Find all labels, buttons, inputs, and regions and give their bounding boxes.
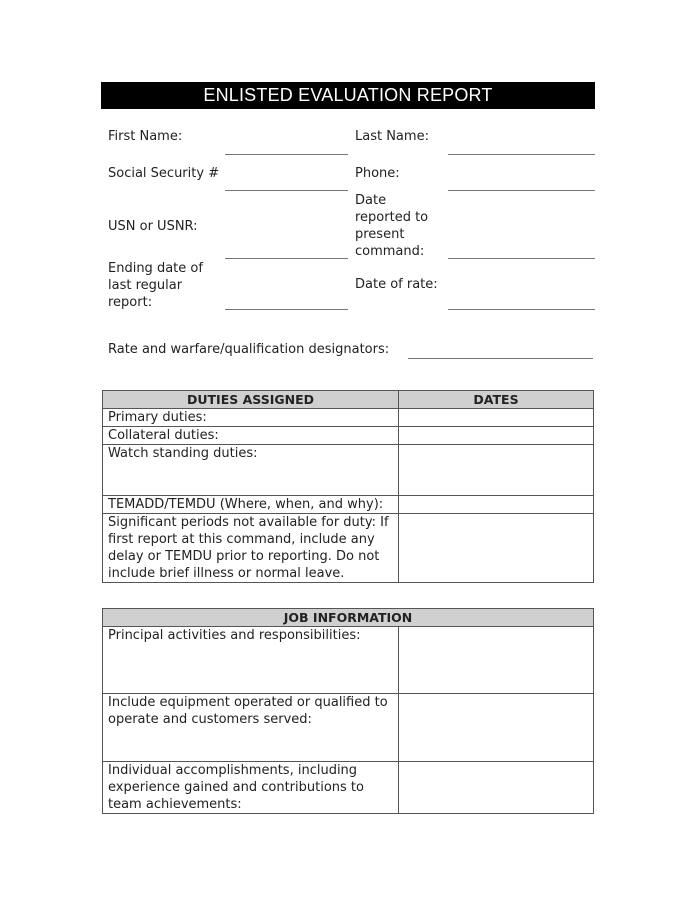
ending-date-field[interactable] bbox=[225, 309, 348, 310]
watch-standing-dates-cell[interactable] bbox=[399, 445, 594, 496]
duties-table bbox=[102, 390, 594, 583]
table-row bbox=[103, 427, 594, 445]
table-row bbox=[103, 627, 594, 694]
job-information-header: JOB INFORMATION bbox=[103, 609, 594, 627]
first-name-label: First Name: bbox=[108, 129, 183, 144]
date-of-rate-label: Date of rate: bbox=[355, 277, 438, 292]
individual-accomplishments-label: Individual accomplishments, including experience gained and contributions to team achievements: bbox=[103, 762, 399, 814]
ssn-label: Social Security # bbox=[108, 166, 220, 181]
date-reported-label: Date reported to present command: bbox=[355, 193, 429, 259]
watch-standing-duties-label: Watch standing duties: bbox=[103, 445, 399, 496]
table-row bbox=[103, 409, 594, 427]
significant-periods-label: Significant periods not available for duty: If first report at this command, include any delay or TEMDU prior to reporting. Do not include brief illness or normal leave. bbox=[103, 514, 399, 583]
dates-header: DATES bbox=[399, 391, 594, 409]
table-row bbox=[103, 445, 594, 496]
table-row bbox=[103, 694, 594, 762]
table-row bbox=[103, 496, 594, 514]
equipment-operated-cell[interactable] bbox=[399, 694, 594, 762]
temadd-dates-cell[interactable] bbox=[399, 496, 594, 514]
phone-label: Phone: bbox=[355, 166, 400, 181]
collateral-duties-label: Collateral duties: bbox=[103, 427, 399, 445]
job-information-table bbox=[102, 608, 594, 814]
rate-designators-field[interactable] bbox=[408, 358, 593, 359]
primary-duties-label: Primary duties: bbox=[103, 409, 399, 427]
usn-field[interactable] bbox=[225, 258, 348, 259]
equipment-operated-label: Include equipment operated or qualified to operate and customers served: bbox=[103, 694, 399, 762]
principal-activities-cell[interactable] bbox=[399, 627, 594, 694]
ending-date-label: Ending date of last regular report: bbox=[108, 261, 203, 310]
significant-periods-dates-cell[interactable] bbox=[399, 514, 594, 583]
rate-designators-label: Rate and warfare/qualification designators: bbox=[108, 342, 390, 357]
table-row bbox=[103, 514, 594, 583]
last-name-label: Last Name: bbox=[355, 129, 429, 144]
last-name-field[interactable] bbox=[448, 154, 595, 155]
phone-field[interactable] bbox=[448, 190, 595, 191]
ssn-field[interactable] bbox=[225, 190, 348, 191]
temadd-label: TEMADD/TEMDU (Where, when, and why): bbox=[103, 496, 399, 514]
collateral-duties-dates-cell[interactable] bbox=[399, 427, 594, 445]
date-reported-field[interactable] bbox=[448, 258, 595, 259]
individual-accomplishments-cell[interactable] bbox=[399, 762, 594, 814]
first-name-field[interactable] bbox=[225, 154, 348, 155]
table-row bbox=[103, 762, 594, 814]
principal-activities-label: Principal activities and responsibilities: bbox=[103, 627, 399, 694]
usn-label: USN or USNR: bbox=[108, 219, 198, 234]
report-title: ENLISTED EVALUATION REPORT bbox=[101, 82, 595, 109]
duties-assigned-header: DUTIES ASSIGNED bbox=[103, 391, 399, 409]
date-of-rate-field[interactable] bbox=[448, 309, 595, 310]
primary-duties-dates-cell[interactable] bbox=[399, 409, 594, 427]
